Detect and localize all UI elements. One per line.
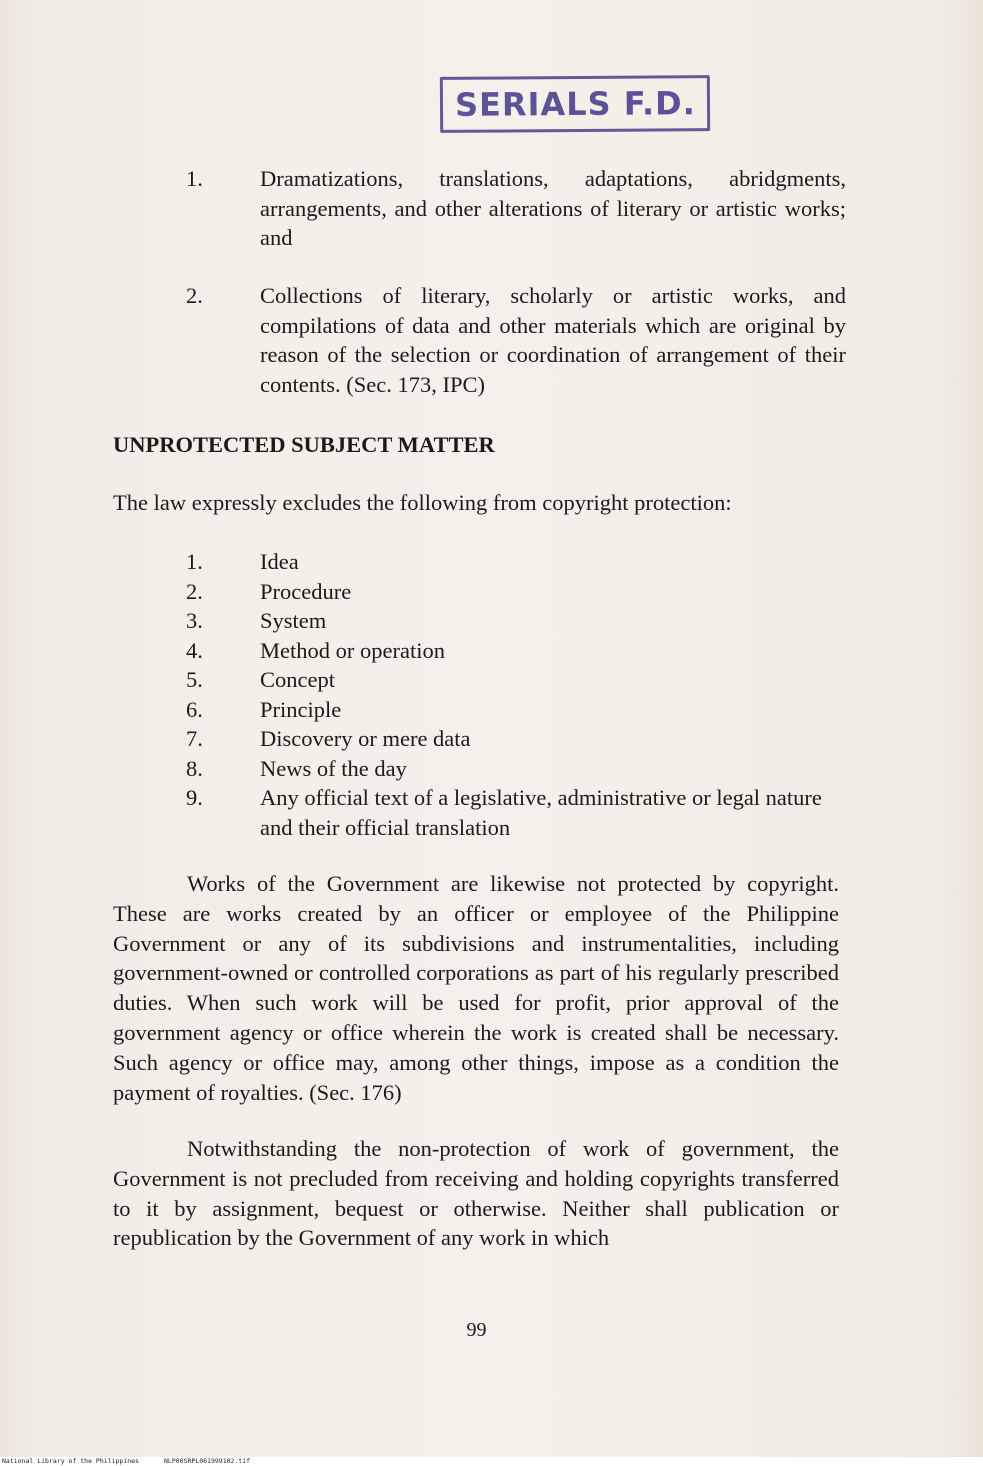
exclusion-text: News of the day <box>260 755 407 781</box>
top-list-item-text: Collections of literary, scholarly or artistic works, and compilations of data and other materials which are original by reason of the selection or coordination of arrangement of their contents. (Sec. 173, IPC) <box>260 283 846 398</box>
exclusion-number: 4. <box>186 637 203 663</box>
page-number: 99 <box>466 1319 487 1341</box>
exclusion-item <box>186 636 846 666</box>
footer-filename: NLP00SRPL061999102.tif <box>164 1457 251 1465</box>
exclusion-item <box>186 783 846 842</box>
exclusion-number: 7. <box>186 726 203 751</box>
exclusion-number: 5. <box>186 667 203 692</box>
exclusion-text: Concept <box>260 667 335 692</box>
exclusion-number: 2. <box>186 578 203 604</box>
exclusion-list <box>186 547 846 842</box>
serials-stamp: SERIALS F.D. <box>440 75 710 133</box>
exclusion-text: System <box>260 608 327 633</box>
exclusion-item <box>186 606 846 636</box>
body-paragraph: Notwithstanding the non-protection of work of government, the Government is not precluded from receiving and holding copyrights transferred to it by assignment, bequest or otherwise. Neither shall publication or republication by the Government of any work in which <box>113 1136 839 1251</box>
exclusion-item <box>186 695 846 725</box>
section-intro: The law expressly excludes the following from copyright protection: <box>113 490 732 515</box>
top-list-item-2 <box>186 281 846 400</box>
exclusion-text: Principle <box>260 696 342 722</box>
exclusion-text: Method or operation <box>260 637 445 663</box>
footer-library-name: National Library of the Philippines <box>2 1457 139 1465</box>
exclusion-number: 6. <box>186 696 203 722</box>
exclusion-text: Procedure <box>260 578 352 604</box>
scan-footer <box>0 1457 983 1466</box>
exclusion-item <box>186 577 846 607</box>
top-list-item-number: 1. <box>186 166 203 191</box>
exclusion-text: Idea <box>260 549 299 574</box>
top-list-item-1 <box>186 164 846 253</box>
exclusion-text: Any official text of a legislative, administrative or legal nature and their official translation <box>260 785 822 840</box>
exclusion-number: 3. <box>186 608 203 633</box>
exclusion-number: 9. <box>186 785 203 810</box>
exclusion-number: 8. <box>186 755 203 781</box>
exclusion-item <box>186 724 846 754</box>
top-list-item-text: Dramatizations, translations, adaptations, abridgments, arrangements, and other alterations of literary or artistic works; and <box>260 166 846 251</box>
exclusion-item <box>186 754 846 784</box>
top-list-item-number: 2. <box>186 283 203 308</box>
exclusion-item <box>186 665 846 695</box>
section-heading: UNPROTECTED SUBJECT MATTER <box>113 432 495 457</box>
exclusion-text: Discovery or mere data <box>260 726 471 751</box>
exclusion-item <box>186 547 846 577</box>
body-paragraph: Works of the Government are likewise not protected by copyright. These are works created by an officer or employee of the Philippine Government or any of its subdivisions and instrumentalities, including government-owned or controlled corporations as part of his regularly prescribed duties. When such work will be used for profit, prior approval of the government agency or office wherein the work is created shall be necessary. Such agency or office may, among other things, impose as a condition the payment of royalties. (Sec. 176) <box>113 871 839 1105</box>
exclusion-number: 1. <box>186 549 203 574</box>
